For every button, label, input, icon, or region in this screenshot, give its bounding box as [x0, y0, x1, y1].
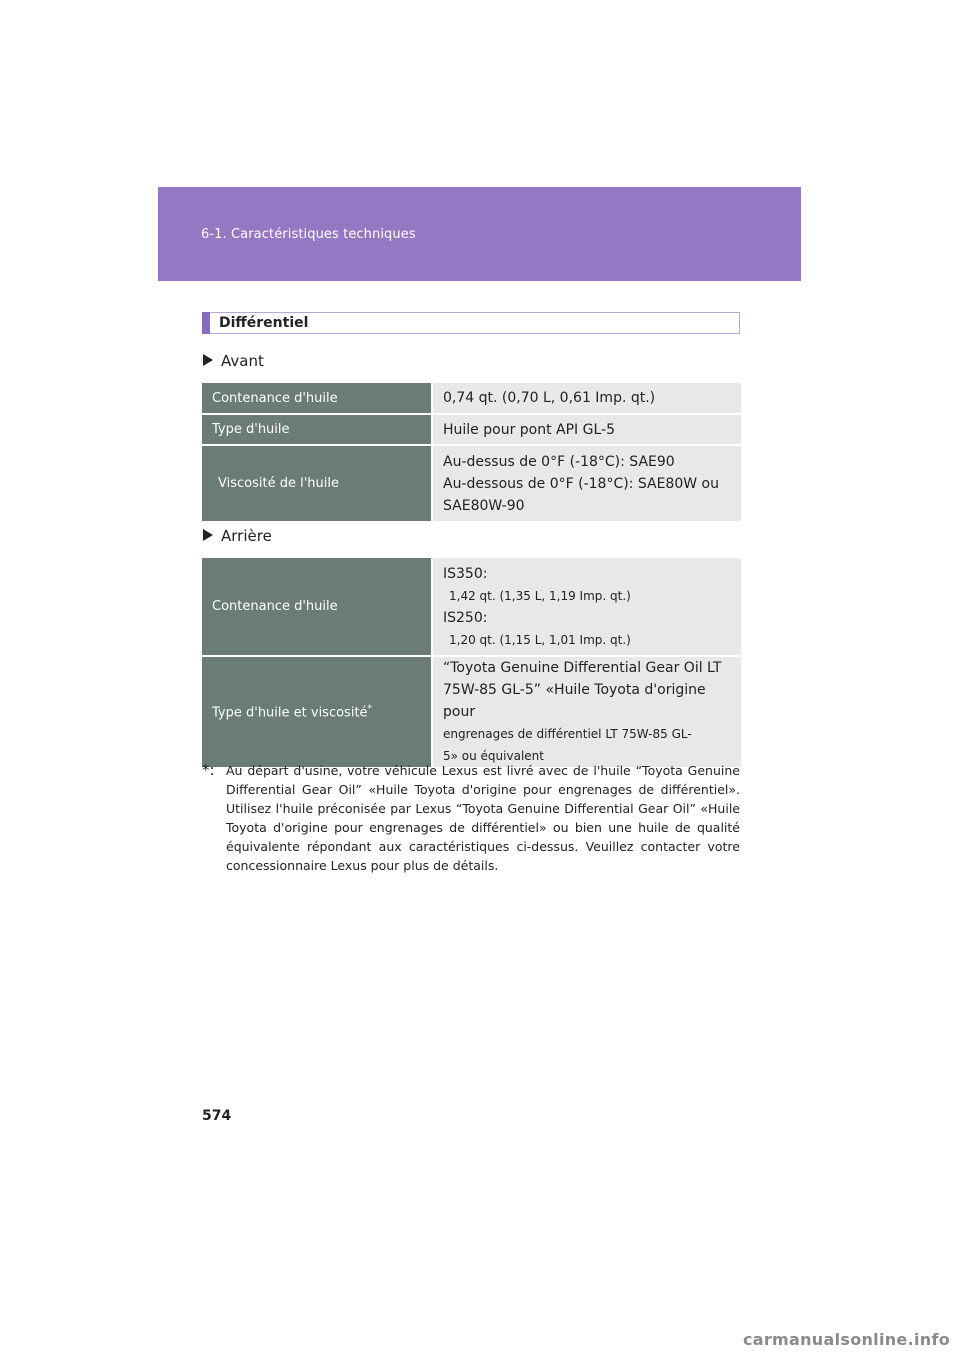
- rear-spec-table: [202, 558, 741, 767]
- rear-capacity-value: [432, 558, 741, 656]
- footnote-mark: *: [367, 703, 373, 714]
- rear-type-line1: “Toyota Genuine Differential Gear Oil LT: [443, 660, 722, 676]
- front-type-value: Huile pour pont API GL-5: [432, 414, 741, 445]
- subhead-front: [203, 352, 264, 370]
- section-title-box: [202, 312, 740, 334]
- page-header: [158, 187, 801, 281]
- front-viscosity-label-text: Viscosité de l'huile: [218, 476, 339, 491]
- rear-model1: IS350:: [443, 565, 488, 582]
- header-section-title: 6-1. Caractéristiques techniques: [201, 227, 416, 242]
- subhead-rear: [203, 527, 272, 545]
- section-title: Différentiel: [219, 315, 309, 331]
- front-capacity-value: 0,74 qt. (0,70 L, 0,61 Imp. qt.): [432, 383, 741, 414]
- triangle-bullet-icon: [203, 529, 213, 541]
- front-type-label: Type d'huile: [202, 414, 432, 445]
- watermark: carmanualsonline.info: [742, 1330, 950, 1349]
- section-title-accent: [202, 312, 210, 334]
- footnote-asterisk: *:: [202, 761, 215, 779]
- table-row: [202, 414, 741, 445]
- rear-model2-value: 1,20 qt. (1,15 L, 1,01 Imp. qt.): [449, 632, 631, 647]
- rear-type-label-text: Type d'huile et viscosité: [212, 705, 368, 721]
- page-number: 574: [202, 1108, 232, 1124]
- rear-type-value: [432, 656, 741, 767]
- front-viscosity-label: [202, 445, 432, 521]
- front-viscosity-line2: Au-dessous de 0°F (-18°C): SAE80W ou: [443, 475, 719, 492]
- rear-capacity-label: Contenance d'huile: [202, 558, 432, 656]
- table-row: [202, 383, 741, 414]
- footnote: [202, 761, 740, 875]
- rear-type-line2: 75W-85 GL-5” «Huile Toyota d'origine pour: [443, 682, 706, 720]
- front-capacity-label: Contenance d'huile: [202, 383, 432, 414]
- rear-model1-value: 1,42 qt. (1,35 L, 1,19 Imp. qt.): [449, 588, 631, 603]
- front-viscosity-line1: Au-dessus de 0°F (-18°C): SAE90: [443, 453, 675, 470]
- table-row: [202, 656, 741, 767]
- rear-type-line4: 5» ou équivalent: [443, 749, 544, 763]
- triangle-bullet-icon: [203, 354, 213, 366]
- footnote-text: Au départ d'usine, votre véhicule Lexus est livré avec de l'huile “Toyota Genuine Differential Gear Oil” «Huile Toyota d'origine pour engrenages de différentiel». Utilisez l'huile préconisée par Lexus “Toyota Genuine Differential Gear Oil” «Huile Toyota d'origine pour engrenages de différentiel» ou bien une huile de qualité équivalente répondant aux caractéristiques ci-dessus. Veuillez contacter votre concessionnaire Lexus pour plus de détails.: [226, 763, 740, 873]
- table-row: [202, 445, 741, 521]
- table-row: [202, 558, 741, 656]
- rear-model2: IS250:: [443, 609, 488, 626]
- front-viscosity-value: [432, 445, 741, 521]
- subhead-front-label: Avant: [221, 352, 264, 370]
- rear-type-label: [202, 656, 432, 767]
- subhead-rear-label: Arrière: [221, 527, 272, 545]
- front-viscosity-line3: SAE80W-90: [443, 497, 525, 514]
- rear-type-line3: engrenages de différentiel LT 75W-85 GL-: [443, 727, 692, 741]
- front-spec-table: [202, 383, 741, 521]
